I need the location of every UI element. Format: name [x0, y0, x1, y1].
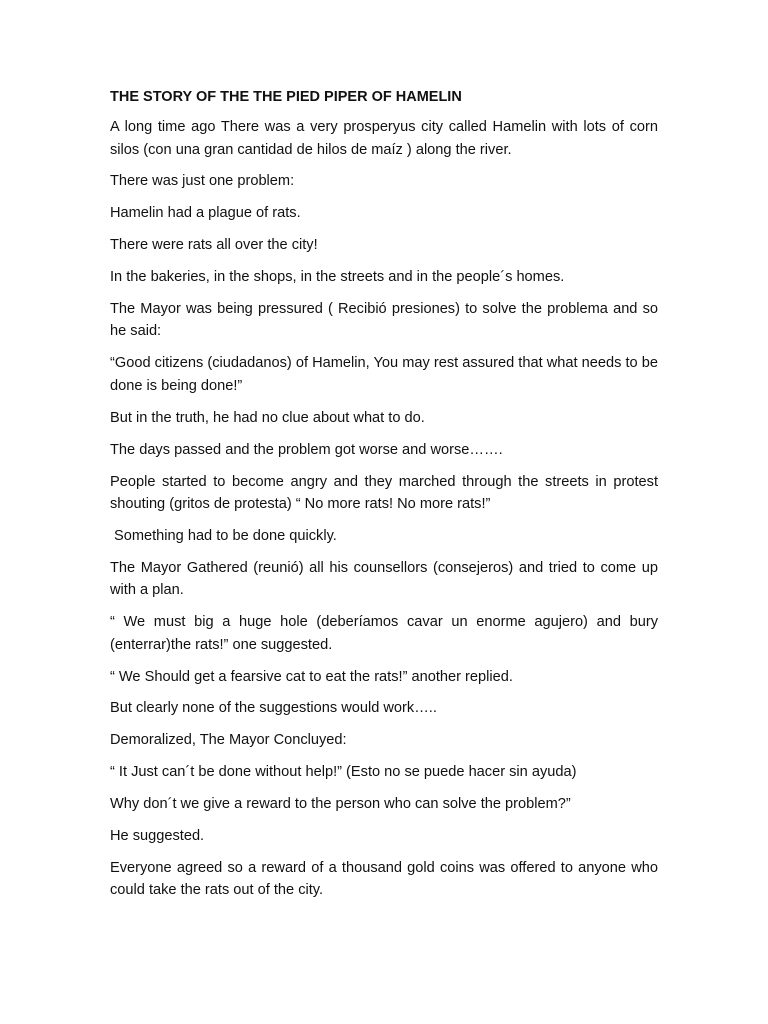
- paragraph-6: The Mayor was being pressured ( Recibió presiones) to solve the problema and so he said:: [110, 300, 658, 340]
- paragraph-2: There was just one problem:: [110, 173, 295, 190]
- paragraph-8: But in the truth, he had no clue about what to do.: [110, 409, 425, 426]
- paragraph-11: Something had to be done quickly.: [114, 527, 337, 544]
- paragraph-3: Hamelin had a plague of rats.: [110, 205, 301, 222]
- paragraph-18: Why don´t we give a reward to the person who can solve the problem?”: [110, 796, 571, 813]
- paragraph-20: Everyone agreed so a reward of a thousand gold coins was offered to anyone who could take the rats out of the city.: [110, 859, 658, 899]
- paragraph-19: He suggested.: [110, 828, 205, 845]
- paragraph-7: “Good citizens (ciudadanos) of Hamelin, You may rest assured that what needs to be done is being done!”: [110, 355, 658, 394]
- paragraph-17: “ It Just can´t be done without help!” (Esto no se puede hacer sin ayuda): [110, 764, 577, 781]
- paragraph-9: The days passed and the problem got worse and worse…….: [110, 441, 503, 458]
- paragraph-1: A long time ago There was a very prosperyus city called Hamelin with lots of corn silos (con una gran cantidad de hilos de maíz ) along the river.: [110, 119, 658, 158]
- paragraph-15: But clearly none of the suggestions would work…..: [110, 700, 437, 717]
- paragraph-12: The Mayor Gathered (reunió) all his counsellors (consejeros) and tried to come up with a plan.: [110, 559, 658, 599]
- paragraph-4: There were rats all over the city!: [110, 237, 318, 254]
- paragraph-10: People started to become angry and they marched through the streets in protest shouting (gritos de protesta) “ No more rats! No more rats!”: [110, 473, 658, 513]
- paragraph-5: In the bakeries, in the shops, in the streets and in the people´s homes.: [110, 269, 565, 286]
- paragraph-13: “ We must big a huge hole (deberíamos cavar un enorme agujero) and bury (enterrar)the rats!” one suggested.: [110, 614, 658, 653]
- paragraph-16: Demoralized, The Mayor Concluyed:: [110, 732, 347, 749]
- document-page: [110, 86, 658, 911]
- paragraph-14: “ We Should get a fearsive cat to eat the rats!” another replied.: [110, 668, 513, 685]
- document-title: THE STORY OF THE THE PIED PIPER OF HAMELIN: [110, 89, 462, 105]
